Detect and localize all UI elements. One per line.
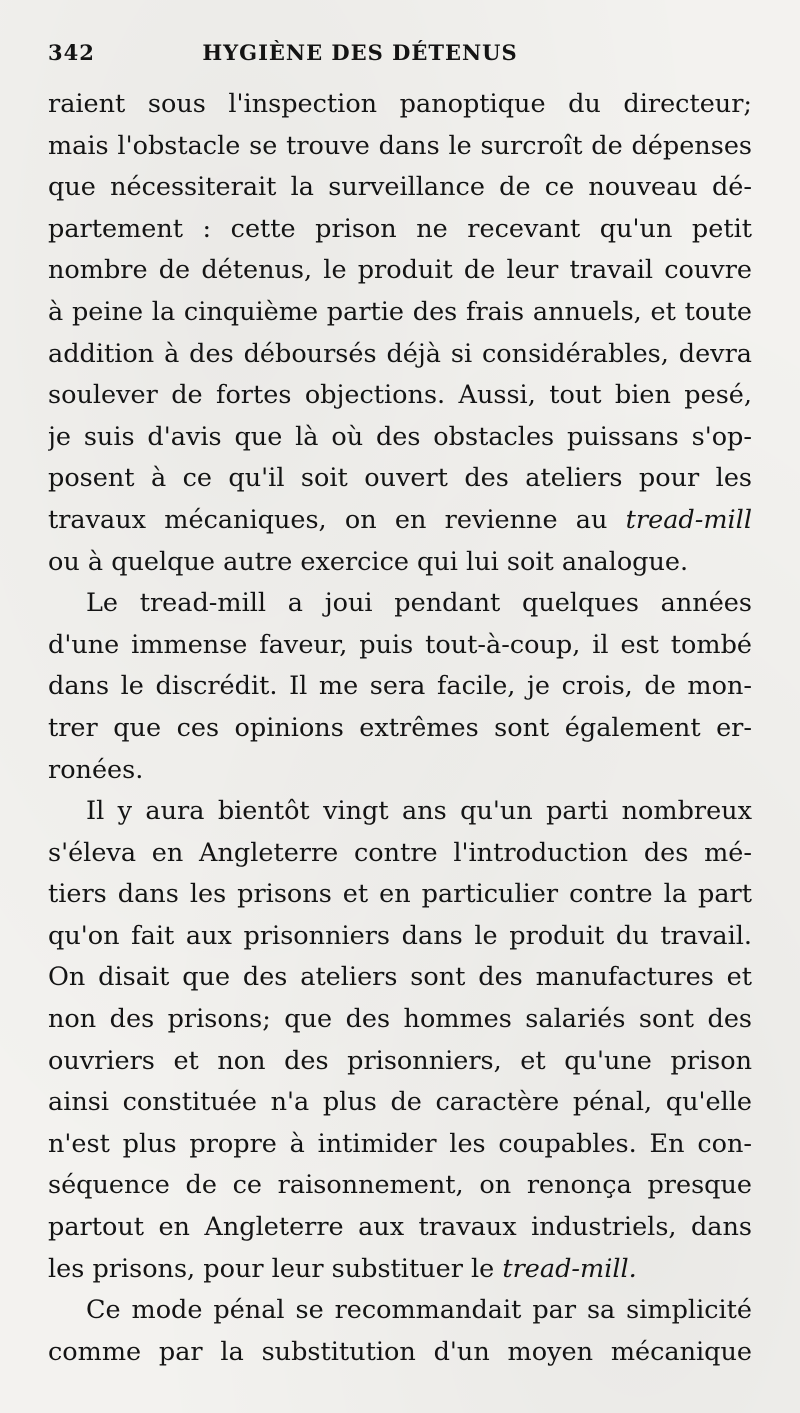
text-span: travaux mécaniques, on en revienne au <box>48 504 626 535</box>
text-line <box>48 666 752 708</box>
text-span: Ce mode pénal se recommandait par sa simplicité <box>86 1295 752 1326</box>
text-line <box>48 84 752 126</box>
text-span: n'est plus propre à intimider les coupables. En con- <box>48 1128 752 1159</box>
text-line <box>48 250 752 292</box>
text-span: les prisons, pour leur substituer le <box>48 1253 503 1284</box>
text-span: mais l'obstacle se trouve dans le surcroît de dépenses <box>48 130 752 161</box>
italic-text: tread-mill. <box>502 1253 637 1284</box>
text-span: nombre de détenus, le produit de leur travail couvre <box>48 255 752 286</box>
text-span: d'une immense faveur, puis tout-à-coup, il est tombé <box>48 629 752 660</box>
text-line <box>48 167 752 209</box>
text-line <box>48 542 752 584</box>
text-line <box>48 417 752 459</box>
text-line <box>48 999 752 1041</box>
text-span: Il y aura bientôt vingt ans qu'un parti nombreux <box>86 796 752 827</box>
text-line <box>48 1041 752 1083</box>
text-span: séquence de ce raisonnement, on renonça presque <box>48 1170 752 1201</box>
text-span: que nécessiterait la surveillance de ce nouveau dé- <box>48 172 752 203</box>
text-line <box>48 1082 752 1124</box>
text-span: trer que ces opinions extrêmes sont également er- <box>48 712 752 743</box>
text-line <box>48 957 752 999</box>
text-span: à peine la cinquième partie des frais annuels, et toute <box>48 296 752 327</box>
text-line <box>48 292 752 334</box>
text-line <box>48 1207 752 1249</box>
text-span: ronées. <box>48 754 144 785</box>
text-line <box>48 750 752 792</box>
text-span: raient sous l'inspection panoptique du directeur; <box>48 89 752 119</box>
text-line <box>48 708 752 750</box>
text-line <box>48 583 752 625</box>
italic-text: tread-mill <box>625 504 752 535</box>
text-span: Le tread-mill a joui pendant quelques années <box>86 588 752 619</box>
text-line <box>48 625 752 667</box>
text-line <box>48 916 752 958</box>
text-span: posent à ce qu'il soit ouvert des ateliers pour les <box>48 463 752 494</box>
text-line <box>48 458 752 500</box>
text-line <box>48 874 752 916</box>
text-span: s'éleva en Angleterre contre l'introduction des mé- <box>48 837 752 868</box>
page-number: 342 <box>48 40 95 65</box>
text-span: tiers dans les prisons et en particulier contre la part <box>48 879 752 910</box>
text-span: dans le discrédit. Il me sera facile, je crois, de mon- <box>48 671 752 702</box>
text-line <box>48 791 752 833</box>
text-span: partement : cette prison ne recevant qu'un petit <box>48 213 752 244</box>
text-span: partout en Angleterre aux travaux industriels, dans <box>48 1212 752 1243</box>
text-line <box>48 833 752 875</box>
page-header <box>48 40 752 84</box>
text-line <box>48 500 752 542</box>
text-line <box>48 375 752 417</box>
text-span: soulever de fortes objections. Aussi, tout bien pesé, <box>48 380 752 411</box>
text-span: je suis d'avis que là où des obstacles puissans s'op- <box>48 421 752 452</box>
text-span: ouvriers et non des prisonniers, et qu'une prison <box>48 1045 752 1076</box>
text-span: comme par la substitution d'un moyen mécanique <box>48 1336 752 1367</box>
text-line <box>48 126 752 168</box>
text-line <box>48 1124 752 1166</box>
text-line <box>48 1290 752 1332</box>
text-line <box>48 1332 752 1374</box>
text-span: ainsi constituée n'a plus de caractère pénal, qu'elle <box>48 1087 752 1118</box>
text-span: qu'on fait aux prisonniers dans le produit du travail. <box>48 920 752 951</box>
text-line <box>48 1165 752 1207</box>
text-span: ou à quelque autre exercice qui lui soit analogue. <box>48 546 689 577</box>
text-line <box>48 334 752 376</box>
text-span: addition à des déboursés déjà si considérables, devra <box>48 338 752 369</box>
text-span: On disait que des ateliers sont des manufactures et <box>48 962 752 993</box>
text-line <box>48 1249 752 1291</box>
body-text <box>48 84 752 1373</box>
text-span: non des prisons; que des hommes salariés sont des <box>48 1004 752 1035</box>
running-head: HYGIÈNE DES DÉTENUS <box>202 40 518 65</box>
text-line <box>48 209 752 251</box>
